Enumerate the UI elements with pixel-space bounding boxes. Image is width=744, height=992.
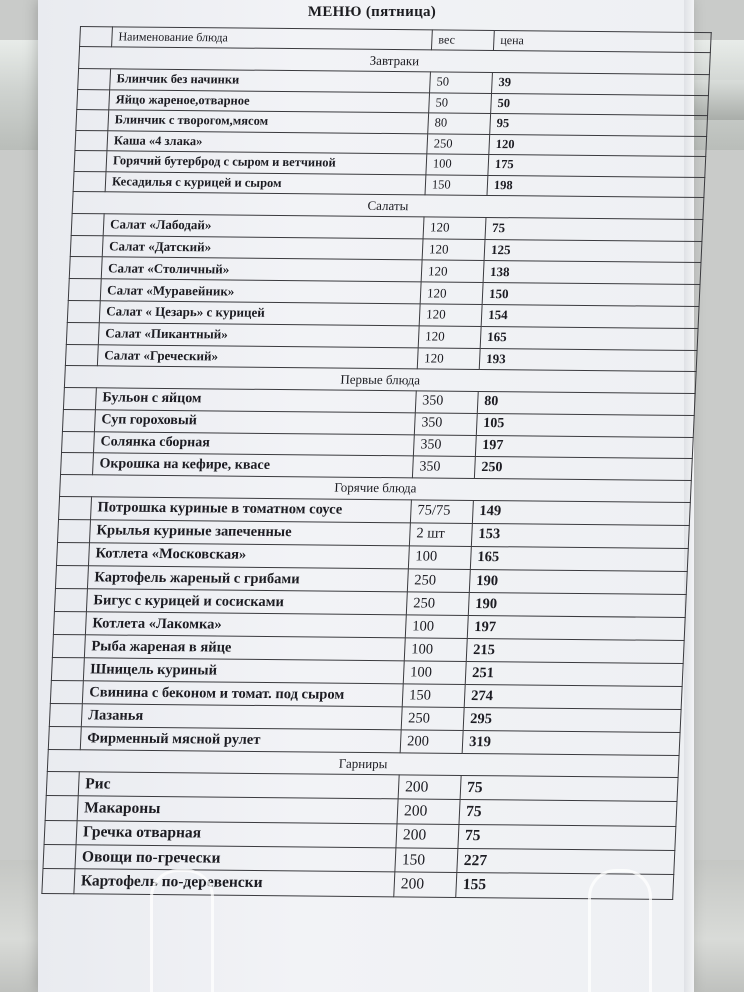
dish-name: Шницель куриный <box>83 658 404 684</box>
dish-name: Салат «Датский» <box>102 235 423 260</box>
dish-price: 197 <box>475 435 693 459</box>
dish-name: Салат «Пикантный» <box>98 323 419 348</box>
dish-name: Горячий бутерброд с сыром и ветчиной <box>106 151 427 175</box>
dish-name: Рыба жареная в яйце <box>84 635 405 661</box>
dish-name: Каша «4 злака» <box>107 131 428 155</box>
dish-name: Картофель по-деревенски <box>74 869 395 897</box>
menu-table-wrapper <box>41 26 711 900</box>
header-name: Наименование блюда <box>112 27 433 51</box>
dish-price: 295 <box>463 708 681 733</box>
row-index-cell <box>74 151 107 172</box>
dish-price: 197 <box>467 616 685 641</box>
row-index-cell <box>63 388 96 410</box>
dish-weight: 150 <box>402 684 465 708</box>
dish-price: 75 <box>459 800 677 826</box>
dish-weight: 120 <box>418 326 481 348</box>
section-title: Горячие блюда <box>60 475 692 503</box>
dish-weight: 250 <box>407 569 470 593</box>
dish-price: 105 <box>476 413 694 437</box>
dish-price: 125 <box>484 239 702 263</box>
row-index-cell <box>56 542 89 565</box>
row-index-cell <box>43 845 76 870</box>
dish-weight: 250 <box>401 707 464 731</box>
dish-price: 319 <box>462 731 680 756</box>
dish-weight: 100 <box>404 638 467 662</box>
dish-weight: 50 <box>430 72 493 93</box>
dish-name: Котлета «Лакомка» <box>85 612 406 638</box>
dish-name: Яйцо жареное,отварное <box>109 90 430 114</box>
dish-weight: 100 <box>403 661 466 685</box>
dish-name: Бигус с курицей и сосисками <box>86 589 407 615</box>
dish-weight: 350 <box>413 434 476 456</box>
dish-price: 75 <box>458 824 676 850</box>
dish-name: Суп гороховый <box>94 410 415 435</box>
row-index-cell <box>53 612 86 635</box>
dish-name: Салат «Столичный» <box>101 257 422 282</box>
row-index-cell <box>69 257 102 279</box>
dish-price: 190 <box>468 593 686 618</box>
dish-price: 154 <box>481 304 699 328</box>
dish-weight: 120 <box>417 347 480 369</box>
dish-name: Кесадилья с курицей и сыром <box>105 171 426 195</box>
row-index-cell <box>76 110 109 131</box>
row-index-cell <box>55 565 88 588</box>
dish-weight: 200 <box>398 775 461 800</box>
dish-name: Блинчик без начинки <box>110 69 431 93</box>
dish-weight: 250 <box>406 592 469 616</box>
row-index-cell <box>50 681 83 704</box>
dish-price: 165 <box>480 326 698 350</box>
dish-weight: 350 <box>412 456 475 478</box>
dish-price: 193 <box>479 348 697 372</box>
row-index-cell <box>78 69 111 90</box>
row-index-cell <box>67 300 100 322</box>
menu-table-body <box>42 27 711 900</box>
dish-price: 153 <box>471 523 689 548</box>
section-title: Завтраки <box>79 47 711 75</box>
dish-name: Гречка отварная <box>76 821 397 848</box>
dish-name: Салат « Цезарь» с курицей <box>99 301 420 326</box>
holder-hook-left <box>150 869 214 992</box>
row-index-cell <box>58 519 91 542</box>
dish-weight: 150 <box>425 175 488 196</box>
dish-weight: 50 <box>429 93 492 114</box>
section-title: Салаты <box>72 192 704 220</box>
dish-weight: 100 <box>408 546 471 570</box>
dish-price: 227 <box>457 849 675 875</box>
row-index-cell <box>46 772 79 797</box>
dish-weight: 350 <box>415 391 478 413</box>
dish-name: Макароны <box>77 796 398 823</box>
row-index-cell <box>62 409 95 431</box>
dish-weight: 100 <box>405 615 468 639</box>
dish-price: 155 <box>456 873 674 900</box>
dish-weight: 80 <box>428 113 491 134</box>
dish-name: Бульон с яйцом <box>95 388 416 413</box>
dish-name: Окрошка на кефире, квасе <box>93 453 414 478</box>
header-blank-cell <box>80 27 113 48</box>
dish-weight: 250 <box>427 134 490 155</box>
dish-price: 175 <box>488 155 706 178</box>
row-index-cell <box>75 130 108 151</box>
dish-weight: 200 <box>394 872 457 897</box>
dish-weight: 120 <box>419 304 482 326</box>
dish-weight: 2 шт <box>409 523 472 547</box>
dish-name: Солянка сборная <box>93 431 414 456</box>
dish-price: 75 <box>485 217 703 241</box>
row-index-cell <box>48 727 81 750</box>
dish-weight: 120 <box>423 217 486 239</box>
dish-price: 80 <box>477 392 695 416</box>
dish-name: Фирменный мясной рулет <box>80 727 401 753</box>
header-weight: вес <box>431 30 494 51</box>
dish-weight: 75/75 <box>410 500 473 524</box>
row-index-cell <box>49 704 82 727</box>
dish-price: 95 <box>490 114 708 137</box>
section-title: Первые блюда <box>64 366 696 394</box>
row-index-cell <box>65 344 98 366</box>
dish-name: Крылья куриные запеченные <box>89 520 410 546</box>
dish-name: Картофель жареный с грибами <box>87 566 408 592</box>
dish-price: 190 <box>469 569 687 594</box>
holder-hook-right <box>588 869 652 992</box>
row-index-cell <box>54 589 87 612</box>
dish-name: Салат «Муравейник» <box>100 279 421 304</box>
row-index-cell <box>59 496 92 519</box>
dish-weight: 150 <box>395 848 458 873</box>
dish-price: 250 <box>474 457 692 481</box>
dish-weight: 200 <box>397 799 460 824</box>
dish-weight: 200 <box>396 824 459 849</box>
dish-name: Салат «Лабодай» <box>103 214 424 239</box>
dish-weight: 120 <box>420 282 483 304</box>
dish-price: 149 <box>472 500 690 525</box>
menu-title: МЕНЮ (пятница) <box>307 4 437 20</box>
row-index-cell <box>77 89 110 110</box>
dish-weight: 120 <box>422 239 485 261</box>
dish-name: Котлета «Московская» <box>88 543 409 569</box>
dish-name: Рис <box>78 772 399 799</box>
dish-price: 215 <box>466 639 684 664</box>
dish-weight: 200 <box>400 730 463 754</box>
section-title: Гарниры <box>47 750 679 778</box>
header-price: цена <box>493 30 711 53</box>
dish-price: 39 <box>492 73 710 96</box>
dish-price: 50 <box>491 93 709 116</box>
dish-weight: 350 <box>414 413 477 435</box>
row-index-cell <box>42 869 75 894</box>
row-index-cell <box>70 235 103 257</box>
dish-name: Блинчик с творогом,мясом <box>108 110 429 134</box>
dish-price: 150 <box>482 283 700 307</box>
row-index-cell <box>68 279 101 301</box>
menu-table <box>41 26 711 900</box>
dish-weight: 100 <box>426 154 489 175</box>
row-index-cell <box>73 171 106 192</box>
row-index-cell <box>71 213 104 235</box>
row-index-cell <box>45 796 78 821</box>
dish-name: Потрошка куриные в томатном соусе <box>91 497 412 523</box>
row-index-cell <box>66 322 99 344</box>
dish-price: 198 <box>487 175 705 198</box>
row-index-cell <box>51 658 84 681</box>
row-index-cell <box>61 431 94 453</box>
dish-price: 165 <box>470 546 688 571</box>
dish-name: Лазанья <box>81 704 402 730</box>
dish-price: 138 <box>483 261 701 285</box>
dish-price: 75 <box>460 776 678 802</box>
dish-name: Свинина с беконом и томат. под сыром <box>82 681 403 707</box>
dish-price: 120 <box>489 134 707 157</box>
dish-name: Овощи по-гречески <box>75 845 396 872</box>
row-index-cell <box>61 453 94 475</box>
dish-price: 274 <box>464 685 682 710</box>
row-index-cell <box>52 635 85 658</box>
dish-name: Салат «Греческий» <box>97 344 418 369</box>
dish-weight: 120 <box>421 260 484 282</box>
row-index-cell <box>44 820 77 845</box>
dish-price: 251 <box>465 662 683 687</box>
